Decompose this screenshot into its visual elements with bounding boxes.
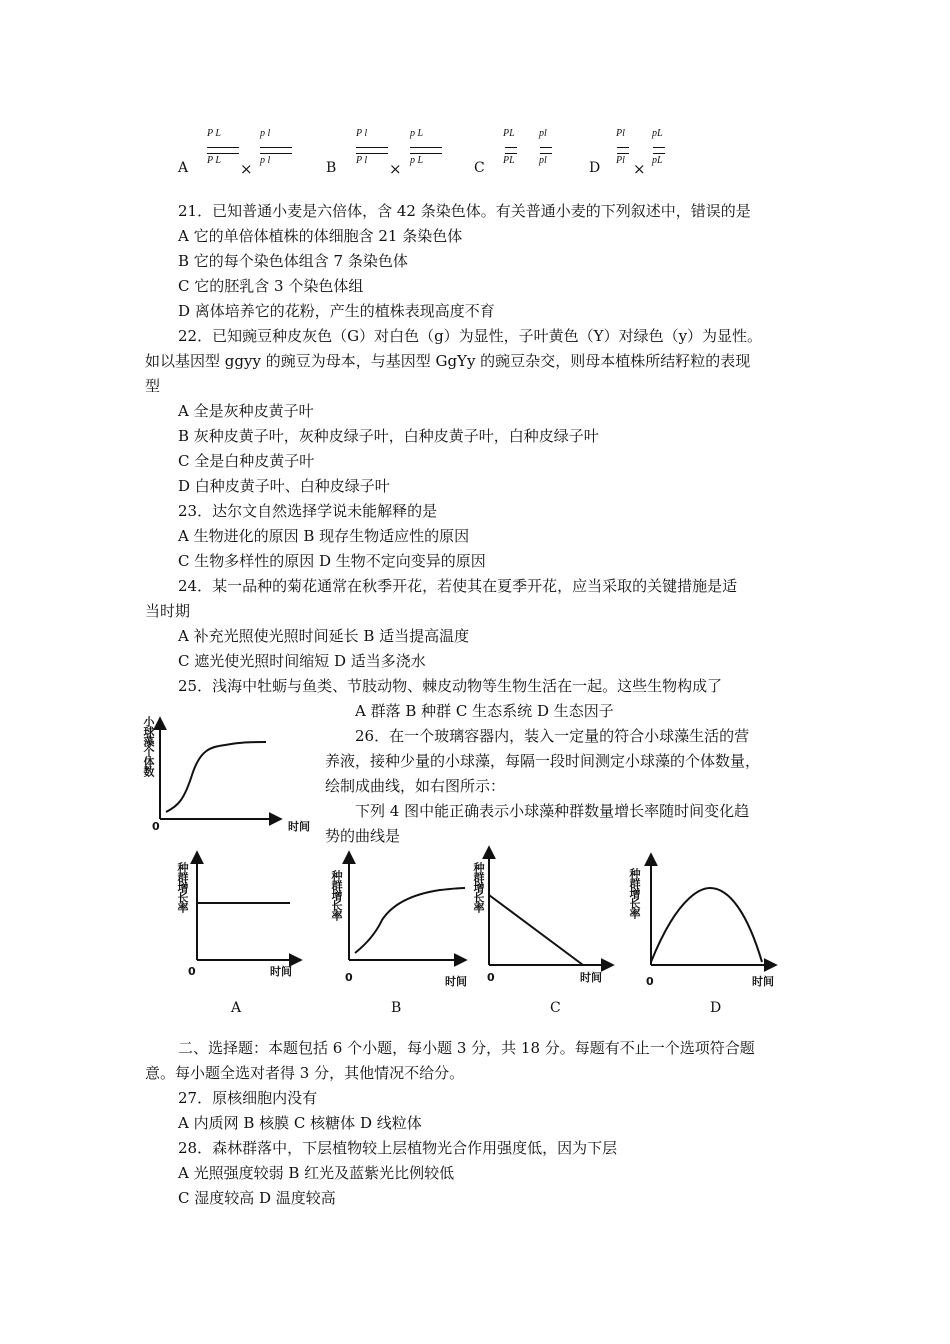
b-letter: B [391, 1000, 402, 1016]
genotype-bottom: p L [410, 155, 424, 166]
genotype-top: p L [410, 128, 424, 139]
b-x-label: 时间 [445, 975, 467, 988]
genotype-top: PL [503, 128, 515, 139]
q27-stem: 27．原核细胞内没有 [178, 1089, 318, 1107]
cross-symbol: × [633, 160, 646, 178]
q28-options-ab: A 光照强度较弱 B 红光及蓝紫光比例较低 [178, 1164, 455, 1182]
genotype-top: P l [356, 128, 368, 139]
q26-stem-5: 势的曲线是 [325, 827, 401, 845]
genotype-bottom: PL [503, 155, 515, 166]
q22-option-b: B 灰种皮黄子叶，灰种皮绿子叶，白种皮黄子叶，白种皮绿子叶 [178, 427, 599, 445]
main-x-label: 时间 [288, 820, 310, 833]
c-curve [489, 895, 583, 965]
d-x-label: 时间 [752, 975, 774, 988]
c-y-label: 种群增长率 [472, 862, 485, 912]
genotype-bottom: p l [260, 155, 271, 166]
q20-option-a-letter: A [178, 160, 189, 176]
d-letter: D [710, 1000, 722, 1016]
genotype-top: P L [207, 128, 221, 139]
option-b-figure [349, 853, 465, 960]
genotype-bottom: P l [356, 155, 368, 166]
genotype-top: pL [652, 128, 663, 139]
genotype-top: pl [539, 128, 547, 139]
a-x-label: 时间 [270, 965, 292, 978]
main-y-label: 小球藻个体数 [142, 716, 155, 776]
a-letter: A [231, 1000, 242, 1016]
q21-option-a: A 它的单倍体植株的体细胞含 21 条染色体 [178, 227, 463, 245]
option-d-figure [651, 855, 775, 965]
q25-options: A 群落 B 种群 C 生态系统 D 生态因子 [355, 702, 614, 720]
q27-options: A 内质网 B 核膜 C 核糖体 D 线粒体 [178, 1114, 422, 1132]
q26-stem-4: 下列 4 图中能正确表示小球藻种群数量增长率随时间变化趋 [355, 802, 750, 820]
q26-stem-1: 26．在一个玻璃容器内，装入一定量的符合小球藻生活的营 [355, 727, 750, 745]
b-y-label: 种群增长率 [330, 870, 343, 920]
q22-option-c: C 全是白种皮黄子叶 [178, 452, 315, 470]
c-origin: 0 [487, 971, 495, 984]
d-y-label: 种群增长率 [628, 868, 641, 918]
q22-option-a: A 全是灰种皮黄子叶 [178, 402, 314, 420]
q28-stem: 28．森林群落中，下层植物较上层植物光合作用强度低，因为下层 [178, 1139, 618, 1157]
main-growth-figure [160, 719, 280, 819]
d-curve [651, 888, 762, 962]
q20-option-c-letter: C [474, 160, 485, 176]
section-2-header-1: 二、选择题：本题包括 6 个小题，每小题 3 分，共 18 分。每题有不止一个选项符合题 [178, 1039, 755, 1057]
q20-option-b-letter: B [326, 160, 337, 176]
q24-stem-2: 当时期 [145, 602, 191, 620]
q24-options-cd: C 遮光使光照时间缩短 D 适当多浇水 [178, 652, 426, 670]
q23-options-cd: C 生物多样性的原因 D 生物不定向变异的原因 [178, 552, 486, 570]
q21-stem: 21．已知普通小麦是六倍体，含 42 条染色体。有关普通小麦的下列叙述中，错误的是 [178, 202, 751, 220]
q26-stem-3: 绘制成曲线，如右图所示： [325, 777, 506, 795]
q25-stem: 25．浅海中牡蛎与鱼类、节肢动物、棘皮动物等生物生活在一起。这些生物构成了 [178, 677, 723, 695]
b-curve [355, 888, 465, 953]
q23-options-ab: A 生物进化的原因 B 现存生物适应性的原因 [178, 527, 470, 545]
q21-option-d: D 离体培养它的花粉，产生的植株表现高度不育 [178, 302, 495, 320]
q22-stem-1: 22．已知豌豆种皮灰色（G）对白色（g）为显性，子叶黄色（Y）对绿色（y）为显性。 [178, 327, 763, 345]
c-letter: C [550, 1000, 561, 1016]
q24-stem-1: 24．某一品种的菊花通常在秋季开花，若使其在夏季开花，应当采取的关键措施是适 [178, 577, 738, 595]
q22-option-d: D 白种皮黄子叶、白种皮绿子叶 [178, 477, 390, 495]
main-origin: 0 [152, 820, 160, 833]
option-c-figure [489, 848, 612, 965]
c-x-label: 时间 [580, 971, 602, 984]
genotype-bottom: pl [539, 155, 547, 166]
genotype-bottom: P L [207, 155, 221, 166]
q24-options-ab: A 补充光照使光照时间延长 B 适当提高温度 [178, 627, 470, 645]
genotype-top: Pl [616, 128, 625, 139]
cross-symbol: × [389, 160, 402, 178]
q21-option-c: C 它的胚乳含 3 个染色体组 [178, 277, 364, 295]
a-y-label: 种群增长率 [176, 862, 189, 912]
genotype-bottom: pL [652, 155, 663, 166]
d-origin: 0 [646, 975, 654, 988]
q21-option-b: B 它的每个染色体组含 7 条染色体 [178, 252, 408, 270]
q22-stem-2: 如以基因型 ggyy 的豌豆为母本，与基因型 GgYy 的豌豆杂交，则母本植株所结籽粒的表现 [145, 352, 751, 370]
q23-stem: 23．达尔文自然选择学说未能解释的是 [178, 502, 438, 520]
q26-stem-2: 养液，接种少量的小球藻，每隔一段时间测定小球藻的个体数量， [325, 752, 761, 770]
genotype-bottom: Pl [616, 155, 625, 166]
b-origin: 0 [345, 971, 353, 984]
main-s-curve [166, 742, 266, 812]
cross-symbol: × [240, 160, 253, 178]
a-origin: 0 [188, 965, 196, 978]
q28-options-cd: C 湿度较高 D 温度较高 [178, 1189, 336, 1207]
q22-stem-3: 型 [145, 377, 161, 395]
q20-option-d-letter: D [589, 160, 601, 176]
option-a-figure [197, 853, 300, 960]
genotype-top: p l [260, 128, 271, 139]
section-2-header-2: 意。每小题全选对者得 3 分，其他情况不给分。 [145, 1064, 465, 1082]
